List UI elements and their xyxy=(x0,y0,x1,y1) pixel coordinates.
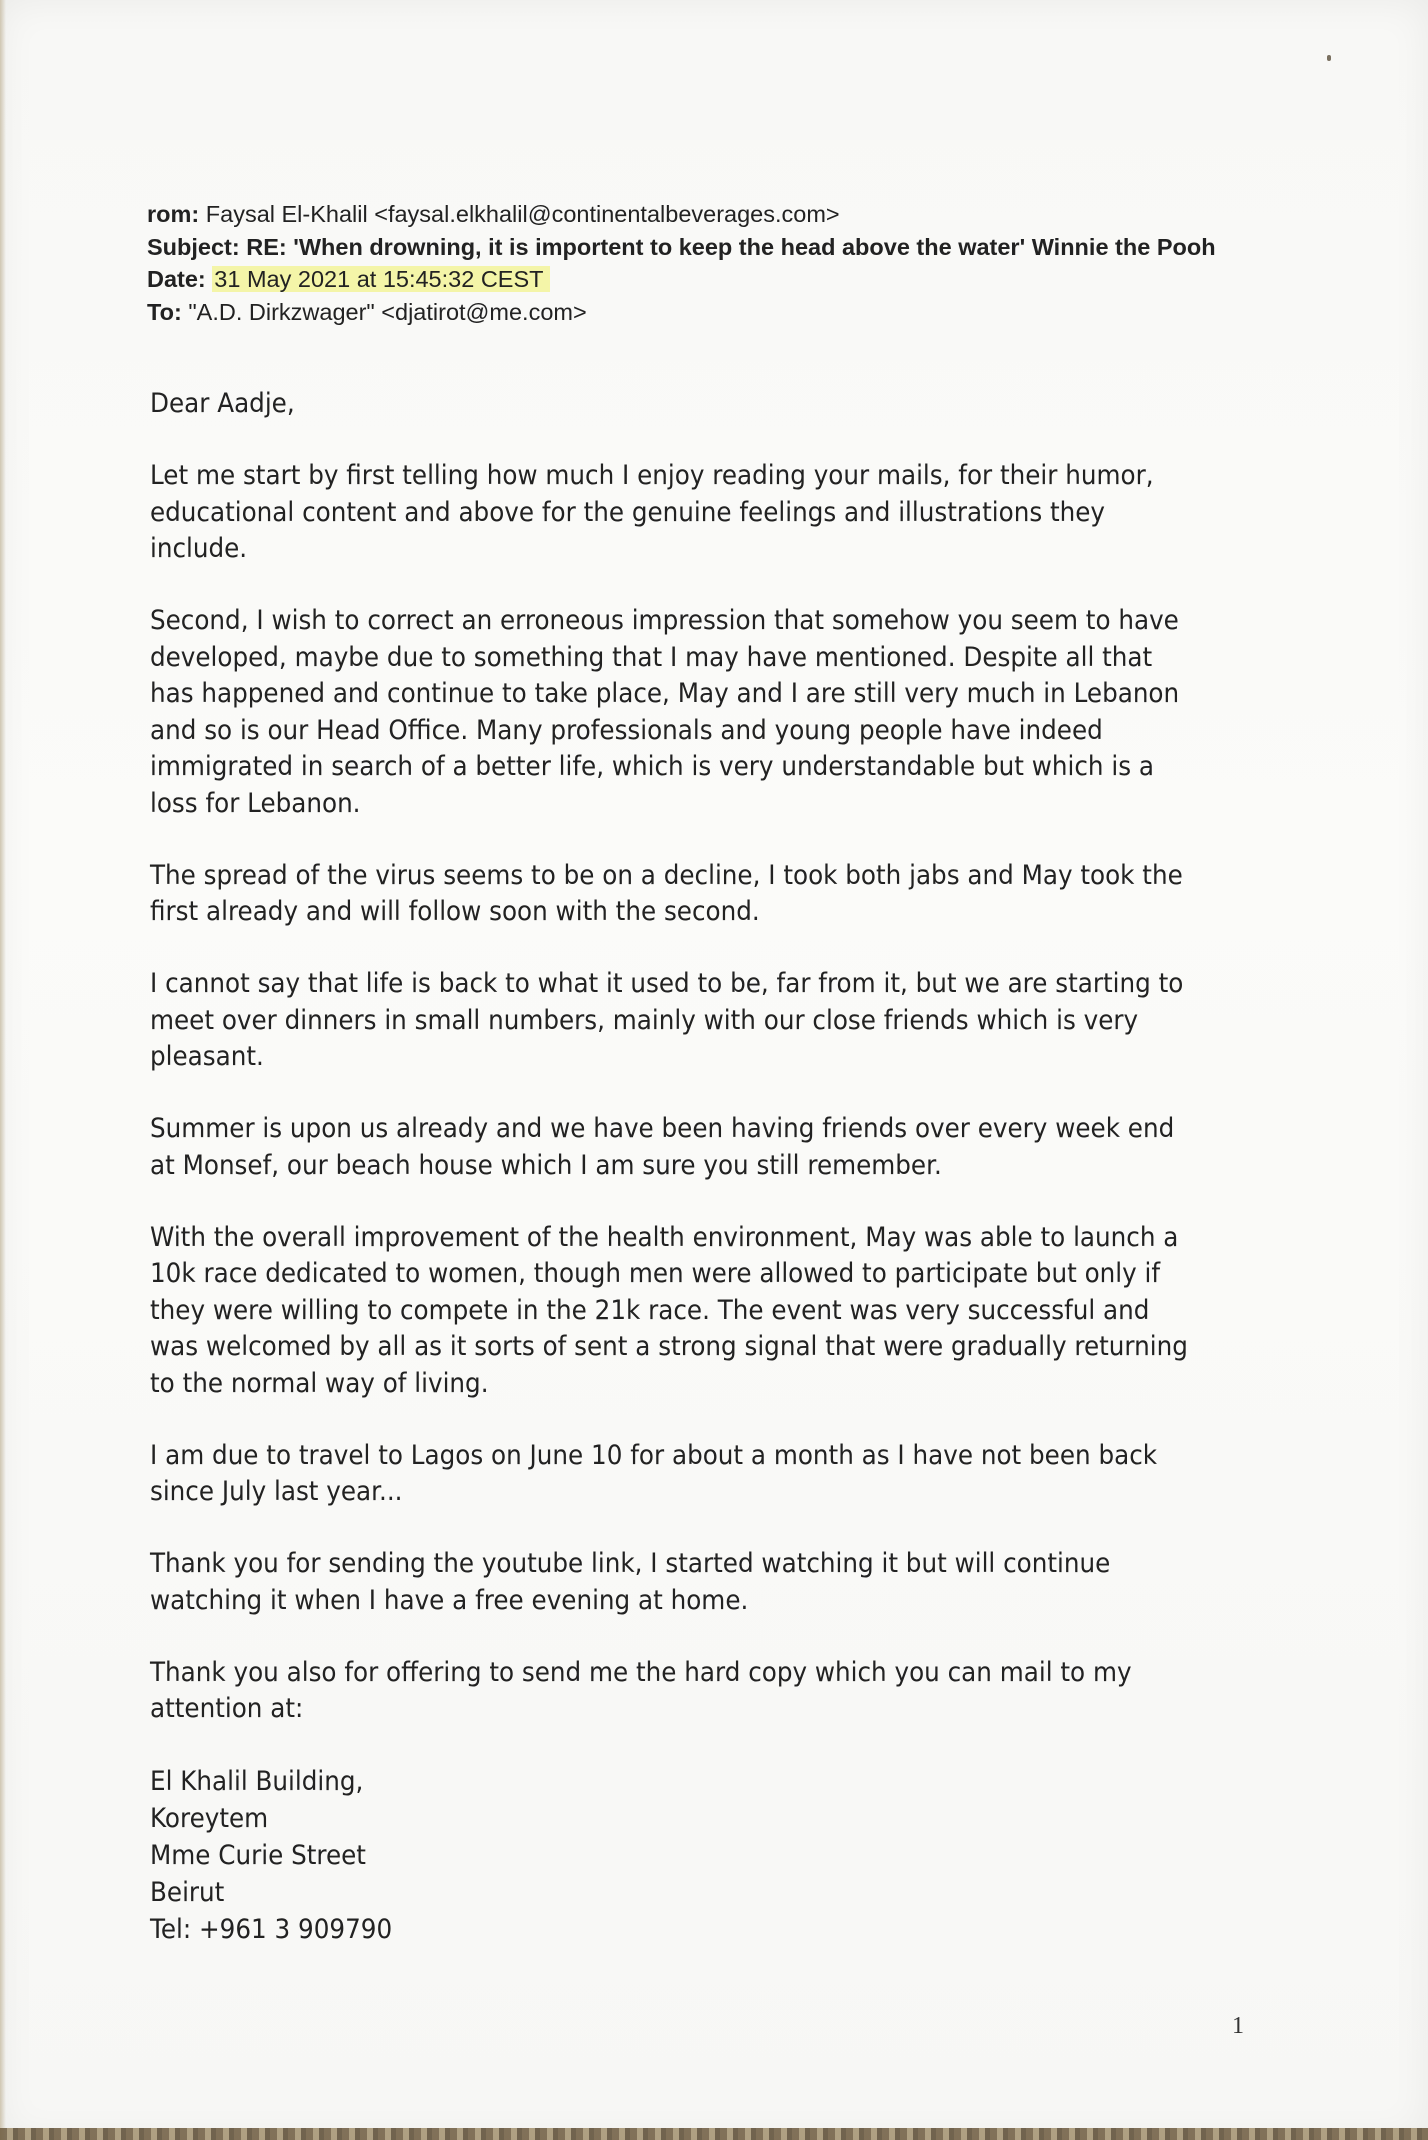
subject-line xyxy=(147,231,1267,264)
date-value-highlighted: 31 May 2021 at 15:45:32 CEST xyxy=(212,266,549,292)
phone-line: Tel: +961 3 909790 xyxy=(150,1914,393,1945)
date-label: Date: xyxy=(147,266,206,292)
paragraph: With the overall improvement of the health environment, May was able to launch a 10k race dedicated to women, though men were allowed to participate but only if they were willing to compete in the 21k race. The event was very successful and was welcomed by all as it sorts of sent a strong signal that were gradually returning to the normal way of living. xyxy=(150,1221,1188,1399)
paragraph: Thank you also for offering to send me the hard copy which you can mail to my attention at: xyxy=(150,1656,1132,1724)
date-line xyxy=(147,263,1267,296)
letter-body xyxy=(150,386,1192,1948)
address-line: Koreytem xyxy=(150,1803,269,1834)
mailing-address xyxy=(150,1763,1192,1948)
to-value: "A.D. Dirkzwager" <djatirot@me.com> xyxy=(188,298,587,325)
paper-speck xyxy=(1327,55,1331,61)
paragraph: The spread of the virus seems to be on a decline, I took both jabs and May took the first already and will follow soon with the second. xyxy=(150,859,1183,927)
subject-value: RE: 'When drowning, it is importent to keep the head above the water' Winnie the Pooh xyxy=(246,233,1216,260)
address-line: Beirut xyxy=(150,1877,225,1908)
email-header xyxy=(147,198,1267,328)
paragraph: Let me start by first telling how much I enjoy reading your mails, for their humor, educational content and above for the genuine feelings and illustrations they include. xyxy=(150,460,1154,564)
paragraph: I am due to travel to Lagos on June 10 for about a month as I have not been back since July last year... xyxy=(150,1439,1158,1507)
subject-label: Subject: xyxy=(147,233,240,260)
paragraph: Thank you for sending the youtube link, I started watching it but will continue watching it when I have a free evening at home. xyxy=(150,1548,1111,1616)
paragraph: Summer is upon us already and we have been having friends over every week end at Monsef, our beach house which I am sure you still remember. xyxy=(150,1113,1175,1181)
from-line xyxy=(147,198,1267,231)
address-line: El Khalil Building, xyxy=(150,1766,364,1797)
paragraph: Second, I wish to correct an erroneous impression that somehow you seem to have developed, maybe due to something that I may have mentioned. Despite all that has happened and continue to take place, May and I are still very much in Lebanon and so is our Head Office. Many professionals and young people have indeed immigrated in search of a better life, which is very understandable but which is a loss for Lebanon. xyxy=(150,605,1180,819)
address-line: Mme Curie Street xyxy=(150,1840,366,1871)
to-line xyxy=(147,296,1267,329)
greeting: Dear Aadje, xyxy=(150,388,295,419)
page-number: 1 xyxy=(1232,2013,1244,2039)
from-value: Faysal El-Khalil <faysal.elkhalil@continentalbeverages.com> xyxy=(205,201,840,227)
paragraph: I cannot say that life is back to what it used to be, far from it, but we are starting to meet over dinners in small numbers, mainly with our close friends which is very pleasant. xyxy=(150,968,1184,1072)
to-label: To: xyxy=(147,298,182,325)
from-label: rom: xyxy=(147,201,200,227)
